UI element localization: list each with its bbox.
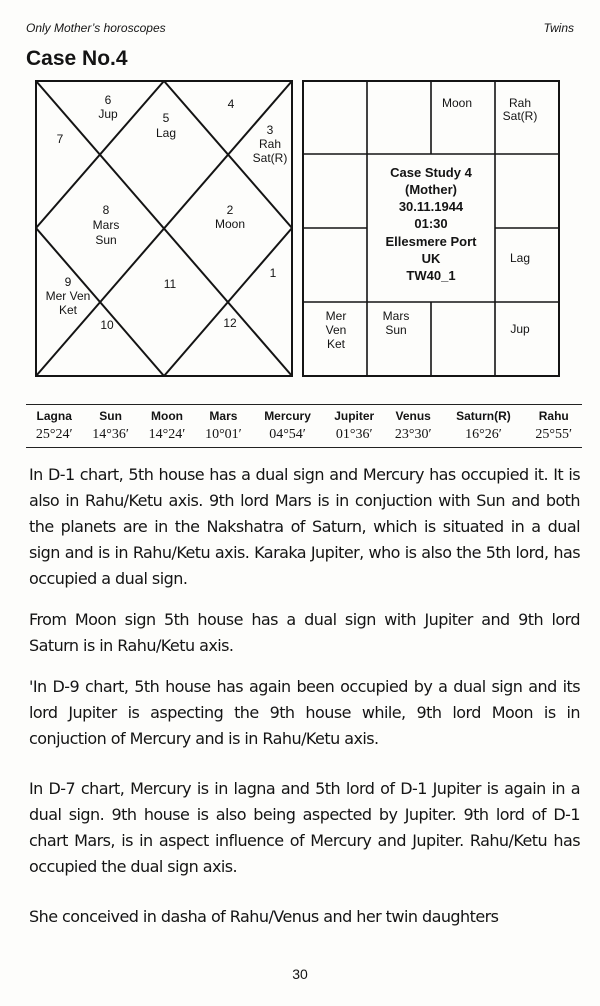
table-cell: 04°54′ (252, 425, 324, 448)
center-line: 30.11.1944 (398, 199, 464, 214)
table-cell: 14°36′ (82, 425, 138, 448)
paragraph: She conceived in dasha of Rahu/Venus and her twin daughters (29, 907, 499, 926)
table-cell: 10°01′ (195, 425, 251, 448)
center-line: 01:30 (414, 216, 448, 231)
paragraph: 'In D-9 chart, 5th house has again been occupied by a dual sign and its lord Jupiter is aspecting the 9th house while, 9th lord Moon is in conjuction of Mercury and is in Rahu/Ketu axis. (29, 677, 580, 748)
house-10-line: 10 (100, 318, 114, 332)
cell-line: Jup (510, 322, 530, 336)
center-line: TW40_1 (406, 268, 456, 283)
chart-center-details (385, 165, 477, 283)
running-header-left: Only Mother’s horoscopes (26, 21, 166, 35)
column-header: Mercury (252, 405, 324, 426)
sign-aquarius-cell (442, 96, 472, 110)
page-number: 30 (292, 966, 308, 982)
house-9-line: Mer Ven (45, 289, 91, 303)
table-row (26, 425, 582, 448)
house-4-line: 4 (227, 97, 235, 111)
sign-libra-cell (510, 322, 530, 336)
case-title: Case No.4 (26, 47, 128, 70)
house-3-line: Sat(R) (252, 151, 288, 165)
house-8 (93, 203, 120, 247)
cell-line: Mer (325, 309, 347, 323)
house-1-line: 1 (269, 266, 277, 280)
house-8-line: 8 (102, 203, 110, 217)
table-header-row (26, 405, 582, 426)
column-header: Venus (385, 405, 441, 426)
cell-line: Moon (441, 96, 473, 110)
house-6-line: Jup (98, 107, 118, 121)
column-header: Mars (195, 405, 251, 426)
house-7-line: 7 (56, 132, 64, 146)
house-12-line: 12 (223, 316, 237, 330)
house-6-line: 6 (104, 93, 112, 107)
house-11-line: 11 (163, 277, 177, 291)
sign-sagittarius-cell (383, 309, 410, 337)
house-8-line: Mars (92, 218, 120, 232)
house-4 (228, 97, 235, 111)
house-7 (57, 132, 64, 146)
south-indian-birth-chart (302, 80, 560, 377)
house-2-line: Moon (214, 217, 246, 231)
table-cell: 23°30′ (385, 425, 441, 448)
center-line: Case Study 4 (390, 165, 472, 180)
house-11 (164, 277, 177, 291)
house-12 (223, 316, 237, 330)
cell-line: Ven (325, 323, 347, 337)
paragraph: From Moon sign 5th house has a dual sign with Jupiter and 9th lord Saturn is in Rahu/Ketu axis. (29, 610, 580, 655)
column-header: Lagna (26, 405, 82, 426)
cell-line: Ket (326, 337, 346, 351)
house-6 (98, 93, 118, 121)
column-header: Jupiter (323, 405, 385, 426)
column-header: Saturn(R) (441, 405, 525, 426)
cell-line: Mars (382, 309, 410, 323)
house-9-line: Ket (58, 303, 78, 317)
sign-virgo-cell (510, 251, 530, 265)
center-line: UK (421, 251, 441, 266)
house-5 (156, 111, 176, 140)
center-line: Ellesmere Port (385, 234, 477, 249)
house-10 (100, 318, 114, 332)
paragraph: In D-7 chart, Mercury is in lagna and 5th lord of D-1 Jupiter is again in a dual sign. 9th house is also being aspected by Jupiter. 9th lord of D-1 chart Mars, is in aspect influence of Mercury and Jupiter. Rahu/Ketu has occupied the dual sign axis. (29, 779, 580, 876)
house-3-line: Rah (258, 137, 282, 151)
north-indian-birth-chart (35, 80, 293, 377)
body-text (29, 462, 580, 945)
house-3 (253, 123, 288, 165)
planet-longitude-table (26, 404, 582, 448)
column-header: Rahu (525, 405, 582, 426)
house-9 (46, 275, 91, 317)
running-header-right: Twins (543, 21, 574, 35)
paragraph: In D-1 chart, 5th house has a dual sign and Mercury has occupied it. It is also in Rahu/Ketu axis. 9th lord Mars is in conjuction with Sun and both the planets are in the Nakshatra of Saturn, which is situated in a dual sign and is in Rahu/Ketu axis. Karaka Jupiter, who is also the 5th lord, has occupied a dual sign. (29, 465, 580, 588)
table-cell: 25°24′ (26, 425, 82, 448)
house-1 (270, 266, 277, 280)
house-2-line: 2 (226, 203, 234, 217)
house-5-line: Lag (155, 126, 177, 140)
table-cell: 25°55′ (525, 425, 582, 448)
sign-pisces-cell (503, 96, 538, 123)
sign-scorpio-cell (326, 309, 347, 351)
table-cell: 14°24′ (139, 425, 195, 448)
center-line: (Mother) (405, 182, 457, 197)
column-header: Moon (139, 405, 195, 426)
table-cell: 16°26′ (441, 425, 525, 448)
table-cell: 01°36′ (323, 425, 385, 448)
house-5-line: 5 (162, 111, 170, 125)
house-3-line: 3 (266, 123, 274, 137)
house-8-line: Sun (95, 233, 117, 247)
house-2 (215, 203, 245, 231)
cell-line: Lag (509, 251, 531, 265)
column-header: Sun (82, 405, 138, 426)
cell-line: Sun (385, 323, 407, 337)
cell-line: Rah (508, 96, 532, 110)
cell-line: Sat(R) (502, 109, 538, 123)
house-9-line: 9 (64, 275, 72, 289)
